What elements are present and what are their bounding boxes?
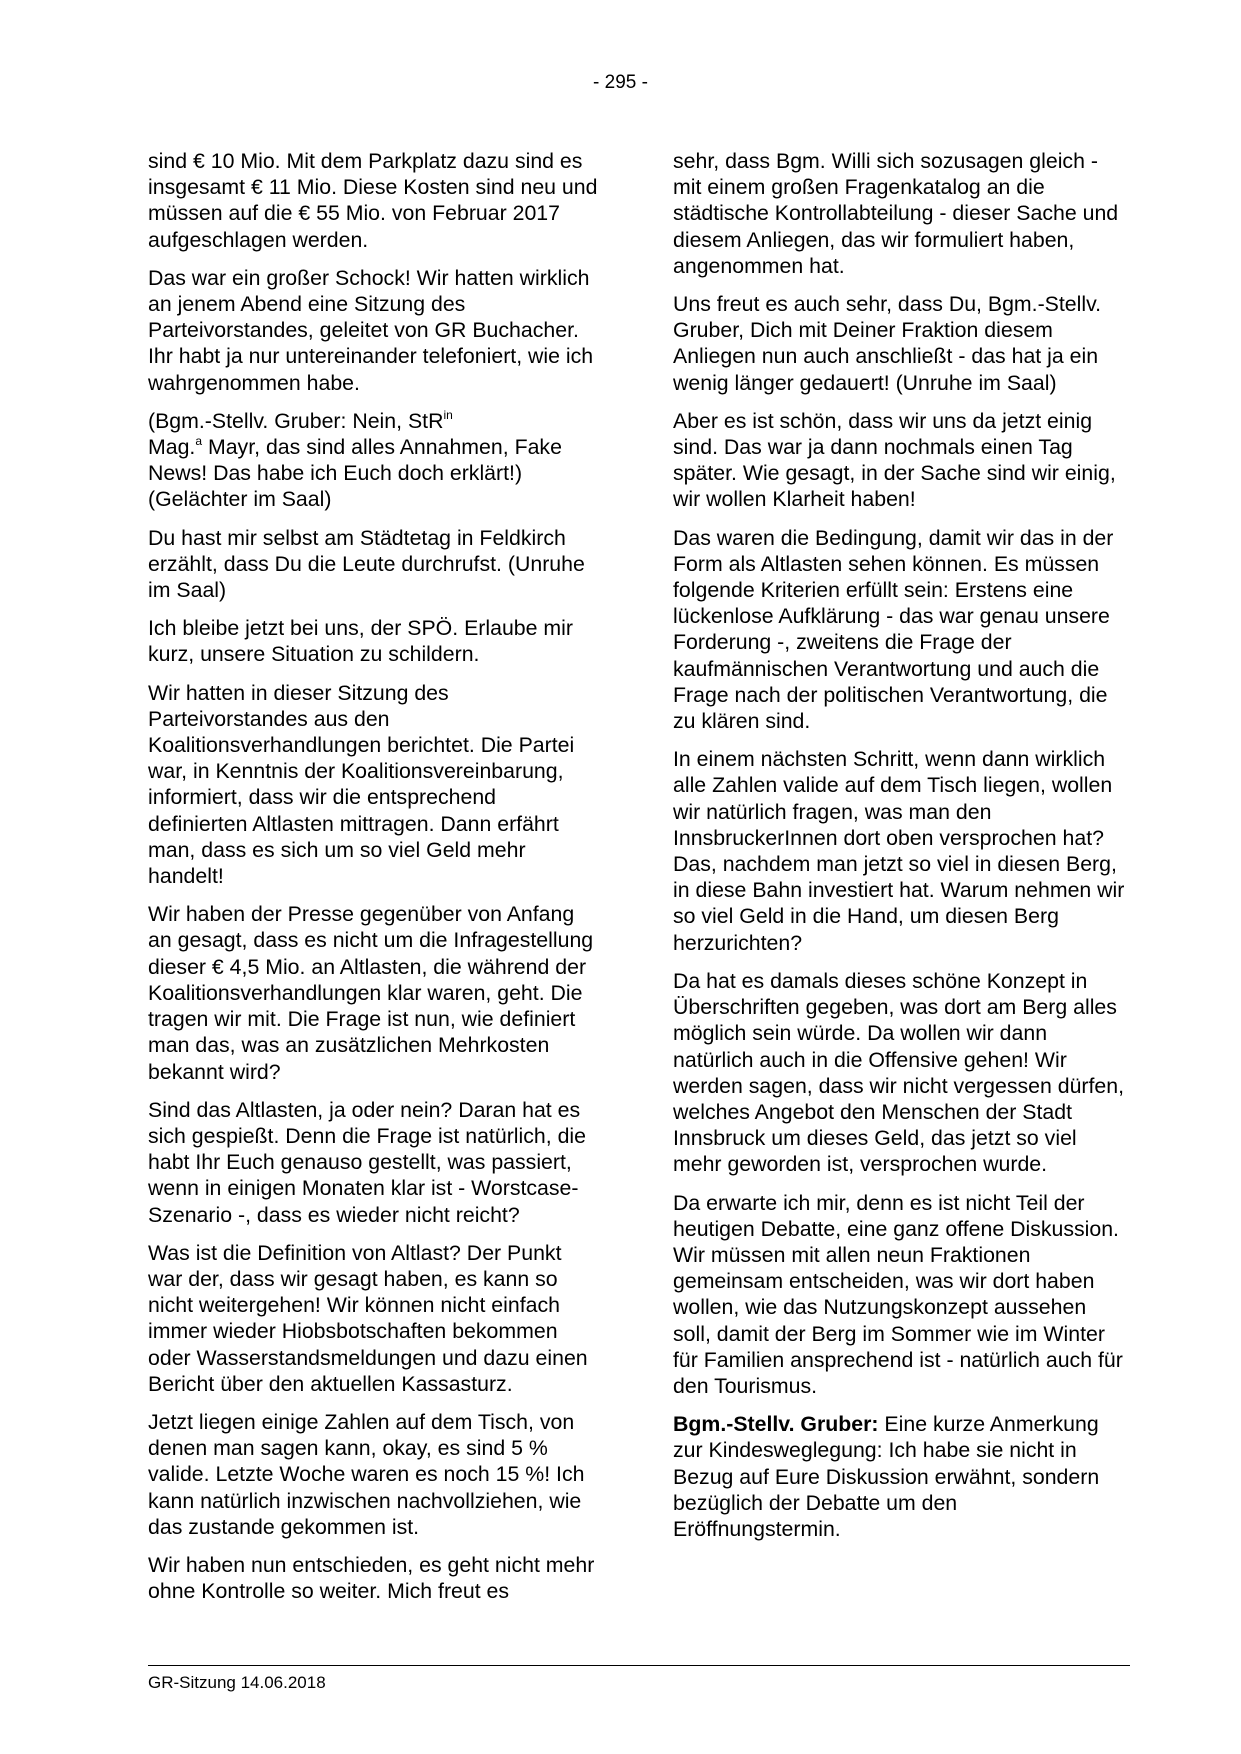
paragraph: Wir haben nun entschieden, es geht nicht mehr ohne Kontrolle so weiter. Mich freut es [148, 1552, 595, 1604]
speaker-text: Eine kurze Anmerkung zur Kindesweglegung: Ich habe sie nicht in Bezug auf Eure Diskussion erwähnt, sondern bezüglich der Debatte um den Eröffnungstermin. [673, 1412, 1100, 1541]
paragraph: Aber es ist schön, dass wir uns da jetzt einig sind. Das war ja dann nochmals einen Tag später. Wie gesagt, in der Sache sind wir einig, wir wollen Klarheit haben! [673, 408, 1116, 512]
superscript-in: in [443, 407, 453, 422]
interjection-part: Mayr, das sind alles Annahmen, Fake News! Das habe ich Euch doch erklärt!) (Gelächter im Saal) [148, 435, 562, 512]
footer-session-date: GR-Sitzung 14.06.2018 [148, 1673, 326, 1692]
paragraph: Da erwarte ich mir, denn es ist nicht Teil der heutigen Debatte, eine ganz offene Diskussion. Wir müssen mit allen neun Fraktionen gemeinsam entscheiden, was wir dort haben wollen, wie das Nutzungskonzept aussehen soll, damit der Berg im Sommer wie im Winter für Familien ansprechend ist - natürlich auch für den Tourismus. [673, 1190, 1123, 1398]
paragraph: Das waren die Bedingung, damit wir das in der Form als Altlasten sehen können. Es müssen folgende Kriterien erfüllt sein: Erstens eine lückenlose Aufklärung - das war genau unsere Forderung -, zweitens die Frage der kaufmännischen Verantwortung und auch die Frage nach der politischen Verantwortung, die zu klären sind. [673, 525, 1114, 734]
paragraph: Uns freut es auch sehr, dass Du, Bgm.-Stellv. Gruber, Dich mit Deiner Fraktion diesem Anliegen nun auch anschließt - das hat ja ein wenig länger gedauert! (Unruhe im Saal) [673, 292, 1102, 395]
speaker-name: Bgm.-Stellv. Gruber: [673, 1412, 879, 1437]
paragraph: Wir haben der Presse gegenüber von Anfang an gesagt, dass es nicht um die Infragestellung dieser € 4,5 Mio. an Altlasten, die während der Koalitionsverhandlungen klar waren, geht. Die tragen wir mit. Die Frage ist nun, wie definiert man das, was an zusätzlichen Mehrkosten bekannt wird? [148, 902, 594, 1084]
speaker-paragraph [673, 1411, 1125, 1542]
paragraph: Was ist die Definition von Altlast? Der Punkt war der, dass wir gesagt haben, es kann so nicht weitergehen! Wir können nicht einfach immer wieder Hiobsbotschaften bekommen oder Wasserstandsmeldungen und dazu einen Bericht über den aktuellen Kassasturz. [148, 1240, 588, 1396]
right-column [673, 148, 1125, 1554]
paragraph: Jetzt liegen einige Zahlen auf dem Tisch, von denen man sagen kann, okay, es sind 5 % valide. Letzte Woche waren es noch 15 %! Ich kann natürlich inzwischen nachvollziehen, wie das zustande gekommen ist. [148, 1409, 585, 1539]
left-column [148, 148, 600, 1616]
paragraph: sind € 10 Mio. Mit dem Parkplatz dazu sind es insgesamt € 11 Mio. Diese Kosten sind neu und müssen auf die € 55 Mio. von Februar 2017 aufgeschlagen werden. [148, 149, 598, 252]
paragraph: Da hat es damals dieses schöne Konzept in Überschriften gegeben, was dort am Berg alles möglich sein würde. Da wollen wir dann natürlich auch in die Offensive gehen! Wir werden sagen, dass wir nicht vergessen dürfen, welches Angebot den Menschen der Stadt Innsbruck um dieses Geld, das jetzt so viel mehr geworden ist, versprochen wurde. [673, 968, 1125, 1177]
paragraph: Du hast mir selbst am Städtetag in Feldkirch erzählt, dass Du die Leute durchrufst. (Unruhe im Saal) [148, 525, 585, 603]
paragraph: Wir hatten in dieser Sitzung des Parteivorstandes aus den Koalitionsverhandlungen berichtet. Die Partei war, in Kenntnis der Koalitionsvereinbarung, informiert, dass wir die entsprechend definierten Altlasten mittragen. Dann erfährt man, dass es sich um so viel Geld mehr handelt! [148, 680, 575, 889]
interjection-part: (Bgm.-Stellv. Gruber: Nein, StR [148, 408, 444, 433]
paragraph: Das war ein großer Schock! Wir hatten wirklich an jenem Abend eine Sitzung des Parteivorstandes, geleitet von GR Buchacher. Ihr habt ja nur untereinander telefoniert, wie ich wahrgenommen habe. [148, 265, 594, 395]
paragraph: Ich bleibe jetzt bei uns, der SPÖ. Erlaube mir kurz, unsere Situation zu schildern. [148, 616, 573, 667]
paragraph: In einem nächsten Schritt, wenn dann wirklich alle Zahlen valide auf dem Tisch liegen, wollen wir natürlich fragen, was man den InnsbruckerInnen dort oben versprochen hat? Das, nachdem man jetzt so viel in diesen Berg, in diese Bahn investiert hat. Warum nehmen wir so viel Geld in die Hand, um diesen Berg herzurichten? [673, 747, 1125, 955]
superscript-a: a [195, 434, 203, 449]
page-number: - 295 - [593, 72, 648, 93]
interjection-part: Mag. [148, 435, 196, 460]
paragraph: Sind das Altlasten, ja oder nein? Daran hat es sich gespießt. Denn die Frage ist natürlich, die habt Ihr Euch genauso gestellt, was passiert, wenn in einigen Monaten klar ist - Worstcase-Szenario -, dass es wieder nicht reicht? [148, 1097, 586, 1227]
interjection-paragraph [148, 408, 600, 513]
paragraph: sehr, dass Bgm. Willi sich sozusagen gleich - mit einem großen Fragenkatalog an die städtische Kontrollabteilung - dieser Sache und diesem Anliegen, das wir formuliert haben, angenommen hat. [673, 149, 1119, 278]
footer-divider [148, 1665, 1130, 1666]
